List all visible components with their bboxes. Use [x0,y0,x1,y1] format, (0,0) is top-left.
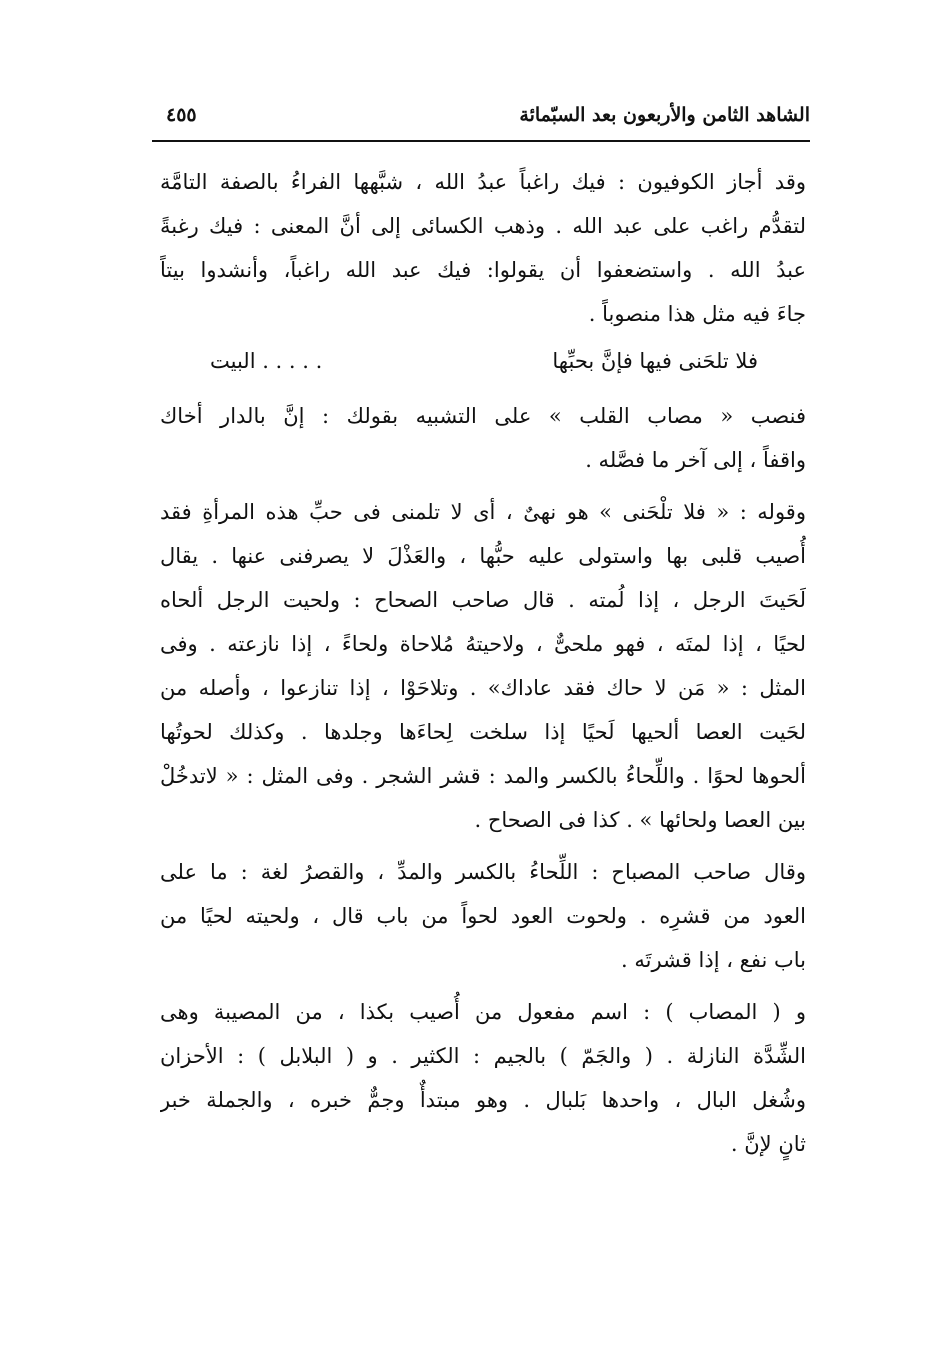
paragraph [160,160,806,336]
text-line: لحَيت العصا ألحيها لَحيًا إذا سلخت لِحاءَها وجلدها . وكذلك لحوتُها [160,720,806,744]
paragraph-gap [160,842,806,850]
text-line: ألحوها لحوًا . واللِّحاءُ بالكسر والمد : قشر الشجر . وفى المثل : « لاتدخُلْ [160,764,806,788]
text-line: لحيًا ، إذا لمتَه ، فهو ملحىٌّ ، ولاحيتهُ مُلاحاة ولحاءً ، إذا نازعته . وفى [160,632,806,656]
paragraph [160,490,806,842]
running-title: الشاهد الثامن والأربعون بعد السبّمائة [519,104,810,126]
text-line: ثانٍ لإنَّ . [730,1132,806,1156]
header-rule [152,140,810,142]
text-line: باب نفع ، إذا قشرتَه . [621,948,806,972]
text-line: جاءَ فيه مثل هذا منصوباً . [588,302,806,326]
text-line: لتقدُّم راغب على عبد الله . وذهب الكسائى إلى أنَّ المعنى : فيك رغبةً [160,214,806,238]
paragraph [160,990,806,1166]
text-line: لَحَيتَ الرجل ، إذا لُمته . قال صاحب الصحاح : ولحيت الرجل ألحاه [160,588,806,612]
paragraph-gap [160,482,806,490]
text-line: واقفاً ، إلى آخر ما فصَّله . [585,448,806,472]
text-line: بين العصا ولحائها » . كذا فى الصحاح . [474,808,806,832]
paragraph [160,394,806,482]
page-number: ٤٥٥ [166,104,197,126]
paragraph-gap [160,982,806,990]
text-line: وقد أجاز الكوفيون : فيك راغباً عبدُ الله ، شبَّهها الفراءُ بالصفة التامَّة [160,170,806,194]
text-line: فنصب « مصاب القلب » على التشبيه بقولك : إنَّ بالدار أخاك [160,404,806,428]
text-line: وقوله : « فلا تلْحَنى » هو نهىٌ ، أى لا تلمنى فى حبِّ هذه المرأةِ فقد [160,500,806,524]
text-line: الشِّدَّة النازلة . ( والجَمّ ) بالجيم : الكثير . و ( البلابل ) : الأحزان [160,1044,806,1068]
page-header [152,98,810,138]
verse-first-hemistich: فلا تلحَنى فيها فإنَّ بحبِّها [552,349,758,373]
text-line: و ( المصاب ) : اسم مفعول من أُصيب بكذا ، من المصيبة وهى [160,1000,806,1024]
text-line: العود من قشرِه . ولحوت العود لحواً من باب قال ، ولحيته لحيًا من [160,904,806,928]
text-line: المثل : « مَن لا حاك فقد عاداك» . وتلاحَوْا ، إذا تنازعوا ، وأصله من [160,676,806,700]
verse-second-hemistich: . . . . . البيت [210,349,323,373]
text-line: أُصيب قلبى بها واستولى عليه حبُّها ، والعَذْلَ لا يصرفنى عنها . يقال [160,544,806,568]
page-body [160,160,806,1166]
paragraph [160,850,806,982]
text-line: عبدُ الله . واستضعفوا أن يقولوا: فيك عبد الله راغباً، وأنشدوا بيتاً [160,258,806,282]
text-line: وقال صاحب المصباح : اللِّحاءُ بالكسر والمدِّ ، والقصرُ لغة : ما على [160,860,806,884]
text-line: وشُغل البال ، واحدها بَلبال . وهو مبتدأٌ وجمٌّ خبره ، والجملة خبر [160,1088,806,1112]
verse-line [160,338,806,384]
